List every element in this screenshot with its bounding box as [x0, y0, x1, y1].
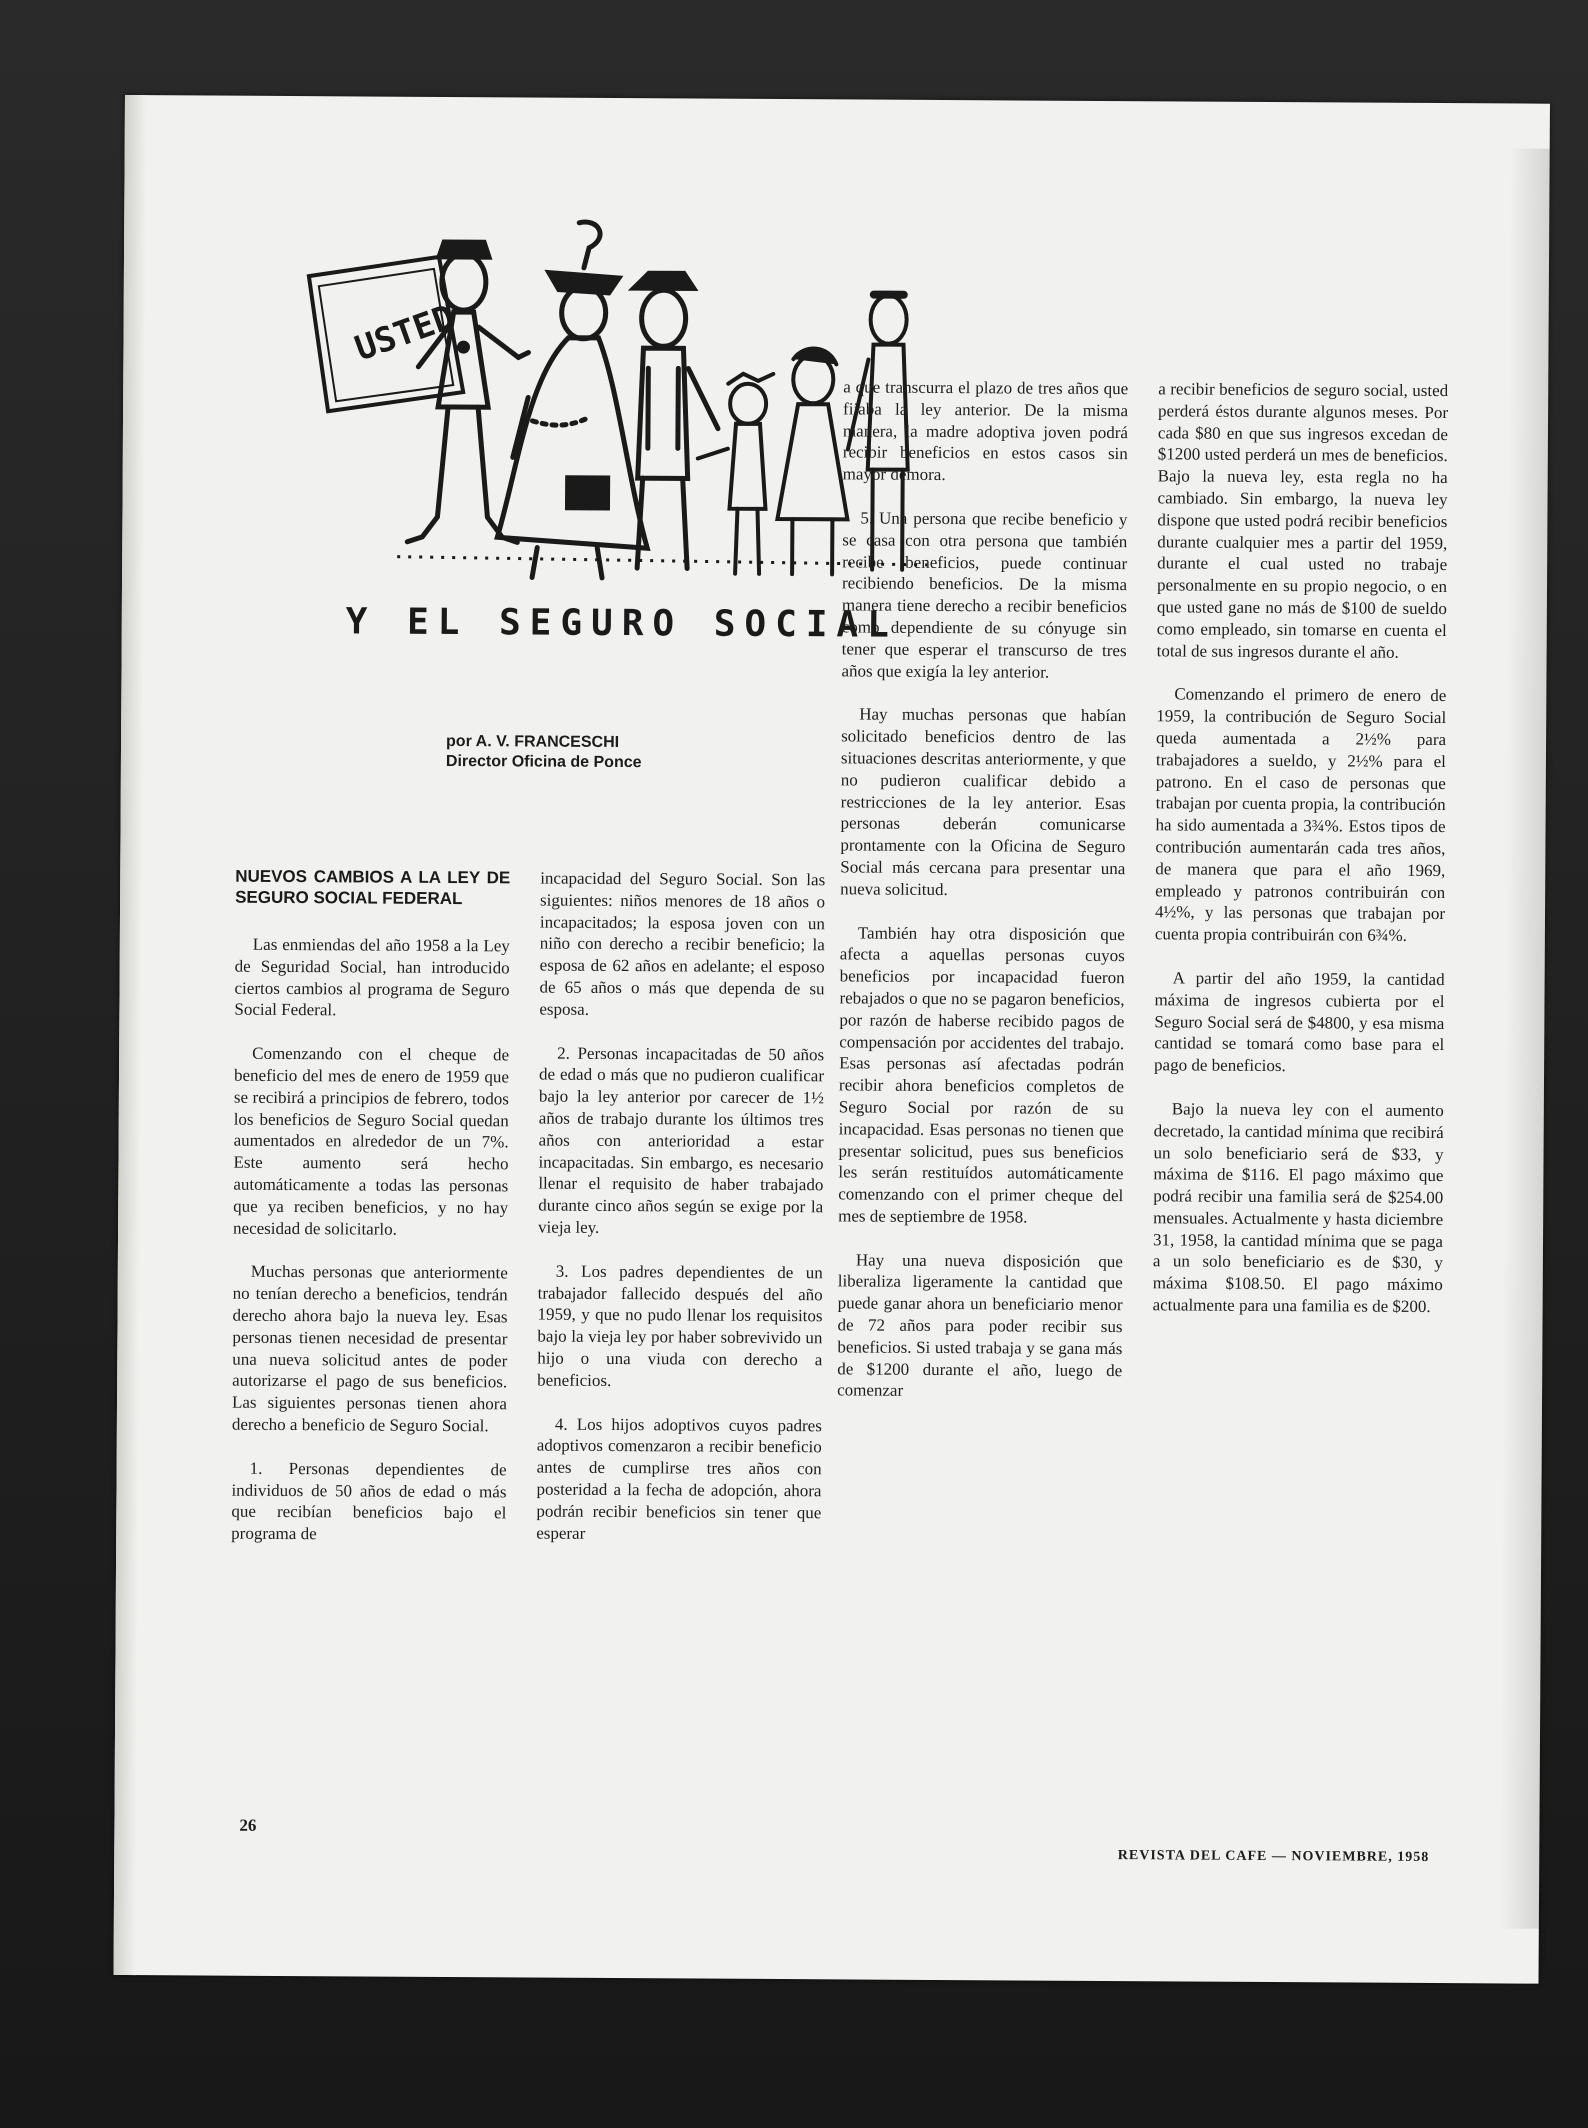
- byline-author: por A. V. FRANCESCHI: [446, 732, 620, 752]
- paragraph: 4. Los hijos adoptivos cuyos padres adoptivos comenzaron a recibir beneficio antes de cumplirse tres años con posteridad a la fecha de adopción, ahora podrán recibir beneficios sin tener que esperar: [536, 1414, 822, 1543]
- husband-figure: [632, 273, 719, 569]
- paragraph: 2. Personas incapacitadas de 50 años de edad o más que no pudieron cualificar bajo la ley anterior por carecer de 1½ años de trabajo durante los últimos tres años con anterioridad a estar incapacitadas. Sin embargo, es necesario llenar el requisito de haber trabajado durante cinco años según se exige por la vieja ley.: [538, 1043, 825, 1237]
- article-title: Y EL SEGURO SOCIAL: [345, 601, 898, 646]
- paragraph: A partir del año 1959, la cantidad máxima de ingresos cubierta por el Seguro Social será de $4800, y esa misma cantidad se tomará como base para el pago de beneficios.: [1154, 968, 1445, 1076]
- paragraph: Muchas personas que anteriormente no tenían derecho a beneficios, tendrán derecho ahora bajo la nueva ley. Esas personas tienen necesidad de presentar una nueva solicitud antes de poder autorizarse el pago de sus beneficios. Las siguientes personas tienen ahora derecho a beneficio de Seguro Social.: [231, 1262, 508, 1436]
- usted-sign-text: USTED: [349, 297, 460, 370]
- magazine-page: [114, 95, 1550, 1984]
- paragraph: También hay otra disposición que afecta a aquellas personas cuyos beneficios por incapacidad fueron rebajados o que no se pagaron beneficios, por razón de haberse recibido pagos de compensación por accidentes del trabajo. Esas personas así afectadas podrán recibir ahora beneficios completos de Seguro Social por razón de su incapacidad. Esas personas no tienen que presentar solicitud, pues sus beneficios les serán restituídos automáticamente comenzando con el primer cheque del mes de septiembre de 1958.: [838, 923, 1125, 1227]
- text-column-3: [837, 376, 1128, 1425]
- paragraph: Hay muchas personas que habían solicitado beneficios dentro de las situaciones descritas anteriormente, y que no pudieron cualificar debido a restricciones de la ley anterior. Esas personas deberán comunicarse prontamente con la Oficina de Seguro Social más cercana para presentar una nueva solicitud.: [840, 704, 1127, 899]
- text-column-2: [536, 868, 825, 1568]
- paragraph: Las enmiendas del año 1958 a la Ley de Seguridad Social, han introducido ciertos cambios al programa de Seguro Social Federal.: [234, 934, 510, 1020]
- paragraph: a que transcurra el plazo de tres años que fijaba la ley anterior. De la misma manera, la madre adoptiva joven podrá recibir beneficios en estos casos sin mayor demora.: [842, 377, 1129, 485]
- paragraph: a recibir beneficios de seguro social, usted perderá éstos durante algunos meses. Por cada $80 en que sus ingresos excedan de $1200 usted perderá un mes de beneficios. Bajo la nueva ley, esta regla no ha cambiado. Sin embargo, la nueva ley dispone que usted podrá recibir beneficios durante cualquier mes a partir del 1959, durante el cual usted no trabaje personalmente en su propio negocio, o en que usted gane no más de $100 de sueldo como empleado, sin tomarse en cuenta el total de sus ingresos durante el año.: [1156, 379, 1449, 662]
- paragraph: Bajo la nueva ley con el aumento decretado, la cantidad mínima que recibirá un solo beneficiario será de $33, y máxima de $116. El pago máximo que podrá recibir una familia será de $254.00 mensuales. Actualmente y hasta diciembre 31, 1958, la cantidad mínima que se paga a un solo beneficiario es de $30, y máxima $108.50. El pago máximo actualmente para una familia es de $200.: [1152, 1099, 1444, 1317]
- byline-position: Director Oficina de Ponce: [445, 752, 642, 772]
- section-heading: NUEVOS CAMBIOS A LA LEY DE SEGURO SOCIAL FEDERAL: [235, 866, 511, 909]
- paragraph: 5. Una persona que recibe beneficio y se casa con otra persona que también recibe beneficios, puede continuar recibiendo beneficios. De la misma manera tiene derecho a recibir beneficios como dependiente de su cónyuge sin tener que esperar el transcurso de tres años que exigía la ley anterior.: [841, 508, 1128, 682]
- running-footer: REVISTA DEL CAFE — NOVIEMBRE, 1958: [1117, 1848, 1430, 1865]
- paragraph: 3. Los padres dependientes de un trabajador fallecido después del año 1959, y que no pudo llenar los requisitos bajo la vieja ley por haber sobrevivido un hijo o una viuda con derecho a beneficios.: [537, 1261, 823, 1390]
- byline: [446, 732, 806, 774]
- paragraph: incapacidad del Seguro Social. Son las siguientes: niños menores de 18 años o incapacitados; la esposa joven con un niño con derecho a recibir beneficio; la esposa de 62 años en adelante; el esposo de 65 años o más que dependa de su esposa.: [539, 868, 826, 1019]
- paragraph: Comenzando con el cheque de beneficio del mes de enero de 1959 que se recibirá a principios de febrero, todos los beneficios de Seguro Social quedan aumentados en alrededor de un 7%. Este aumento será hecho automáticamente a todas las personas que ya reciben beneficios, y no hay necesidad de solicitarlo.: [233, 1043, 510, 1239]
- text-column-4: [1152, 378, 1448, 1340]
- paragraph: Hay una nueva disposición que liberaliza ligeramente la cantidad que puede ganar ahora un beneficiario menor de 72 años para poder recibir sus beneficios. Si usted trabaja y se gana más de $1200 durante el año, luego de comenzar: [837, 1250, 1123, 1401]
- paragraph: Comenzando el primero de enero de 1959, la contribución de Seguro Social queda aumentada a 2½% para trabajadores a sueldo, y 2½% para el patrono. En el caso de personas que trabajan por cuenta propia, la contribución ha sido aumentada a 3¾%. Estos tipos de contribución aumentarán cada tres años, de manera que para el año 1969, empleado y patronos contribuirán con 4½%, y las personas que trabajan por cuenta propia contribuirán con 6¾%.: [1154, 684, 1447, 945]
- text-column-1: [231, 866, 510, 1569]
- woman-figure: [497, 221, 649, 578]
- girl-figure: [777, 348, 848, 574]
- page-number: 26: [239, 1815, 257, 1835]
- paragraph: 1. Personas dependientes de individuos de 50 años de edad o más que recibían beneficios bajo el programa de: [231, 1458, 507, 1544]
- child-figure: [697, 374, 773, 574]
